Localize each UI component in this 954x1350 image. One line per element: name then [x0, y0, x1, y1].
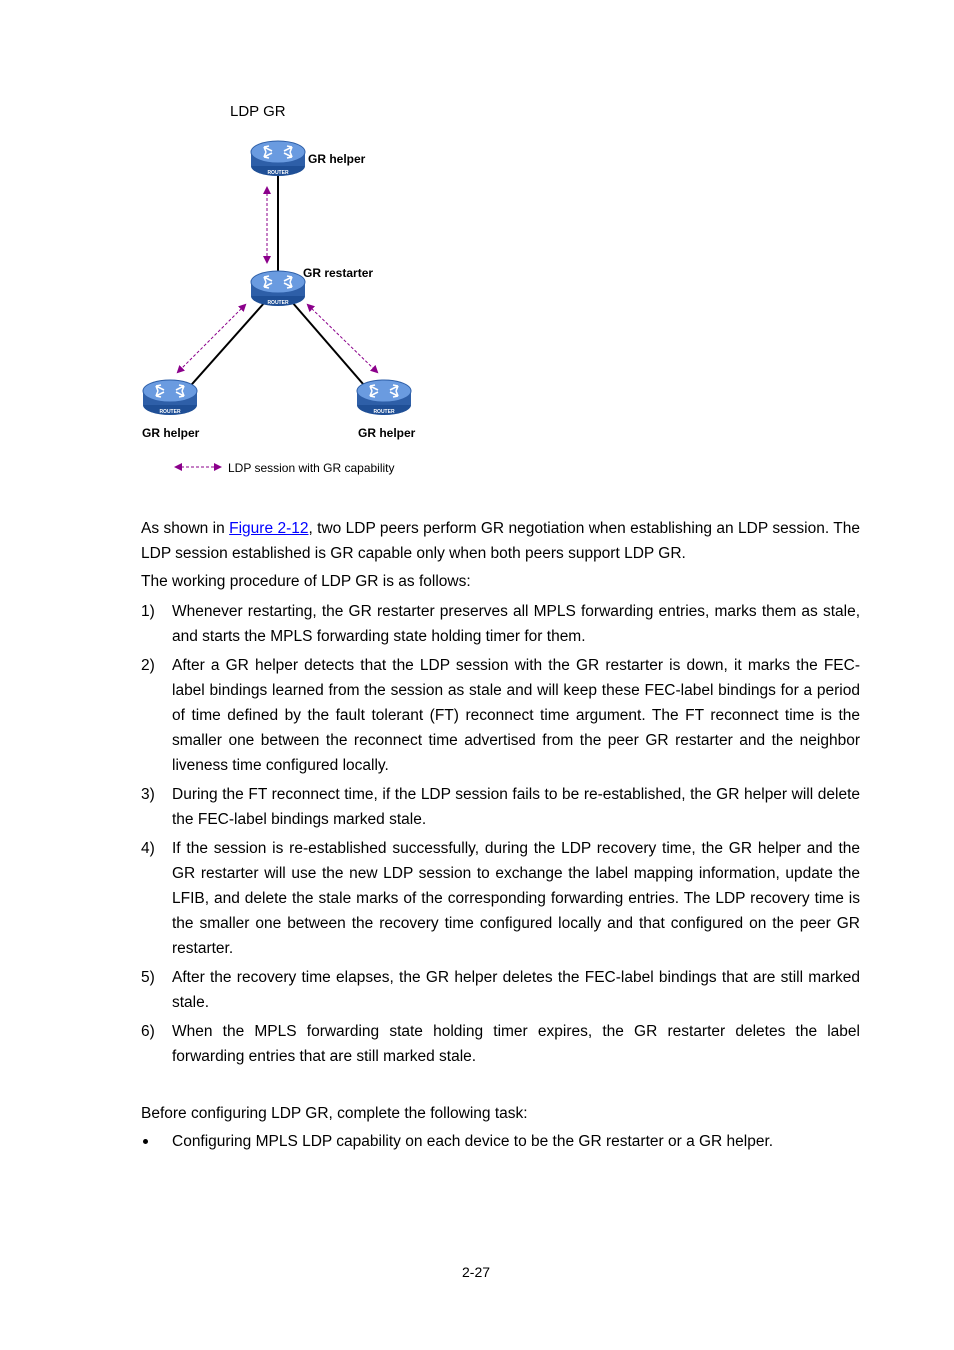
router-icon-center: [251, 271, 305, 306]
router-icon-top: [251, 141, 305, 176]
step-number: 2): [141, 657, 155, 674]
step-number: 5): [141, 969, 155, 986]
list-item: [141, 1129, 860, 1154]
router-badge: ROUTER: [373, 409, 395, 415]
link-center-left: [185, 302, 265, 392]
procedure-intro: The working procedure of LDP GR is as follows:: [141, 573, 471, 590]
intro-paragraph: [141, 516, 860, 566]
figure-caption: LDP GR: [230, 103, 286, 120]
bullet-icon: [143, 1139, 148, 1144]
prereq-list: [141, 1129, 860, 1158]
router-badge: ROUTER: [159, 409, 181, 415]
step-number: 4): [141, 840, 155, 857]
node-label-top: GR helper: [308, 152, 366, 166]
ldp-gr-topology-diagram: [130, 130, 450, 490]
step-number: 3): [141, 786, 155, 803]
step-text: During the FT reconnect time, if the LDP session fails to be re-established, the GR helper will delete the FEC-label bindings marked stale.: [172, 786, 860, 828]
step-text: After the recovery time elapses, the GR helper deletes the FEC-label bindings that are still marked stale.: [172, 969, 860, 1011]
legend-label: LDP session with GR capability: [228, 461, 395, 475]
step-number: 6): [141, 1023, 155, 1040]
node-label-left: GR helper: [142, 426, 200, 440]
list-item: [141, 836, 860, 961]
router-badge: ROUTER: [267, 300, 289, 306]
node-label-right: GR helper: [358, 426, 416, 440]
router-icon-right: [357, 380, 411, 415]
step-text: If the session is re-established successfully, during the LDP recovery time, the GR helper and the GR restarter will use the new LDP session to exchange the label mapping information, update the LFIB, and delete the stale marks of the corresponding forwarding entries. The LDP recovery time is the smaller one between the recovery time configured locally and that configured on the peer GR restarter.: [172, 840, 860, 957]
list-item: [141, 599, 860, 649]
list-item: [141, 1019, 860, 1069]
link-center-right: [292, 302, 370, 392]
procedure-steps: [141, 599, 860, 1073]
step-text: After a GR helper detects that the LDP session with the GR restarter is down, it marks the FEC-label bindings learned from the session as stale and will keep these FEC-label bindings for a period of time defined by the fault tolerant (FT) reconnect time argument. The FT reconnect time is the smaller one between the reconnect time advertised from the peer GR restarter and the neighbor liveness time configured locally.: [172, 657, 860, 774]
step-number: 1): [141, 603, 155, 620]
step-text: Whenever restarting, the GR restarter preserves all MPLS forwarding entries, marks them as stale, and starts the MPLS forwarding state holding timer for them.: [172, 603, 860, 645]
step-text: When the MPLS forwarding state holding timer expires, the GR restarter deletes the label forwarding entries that are still marked stale.: [172, 1023, 860, 1065]
list-item: [141, 653, 860, 778]
node-label-center: GR restarter: [303, 266, 374, 280]
prereq-intro: Before configuring LDP GR, complete the following task:: [141, 1105, 528, 1122]
router-badge: ROUTER: [267, 170, 289, 176]
figure-link[interactable]: Figure 2-12: [229, 520, 309, 537]
intro-prefix: As shown in: [141, 520, 230, 537]
list-item: [141, 965, 860, 1015]
intro-suffix: , two LDP peers perform GR negotiation when establishing an LDP session. The LDP session established is GR capable only when both peers support LDP GR.: [141, 520, 860, 562]
router-icon-left: [143, 380, 197, 415]
prereq-text: Configuring MPLS LDP capability on each device to be the GR restarter or a GR helper.: [172, 1133, 774, 1150]
ldp-session-right: [308, 305, 377, 372]
page-number: 2-27: [462, 1264, 491, 1280]
list-item: [141, 782, 860, 832]
